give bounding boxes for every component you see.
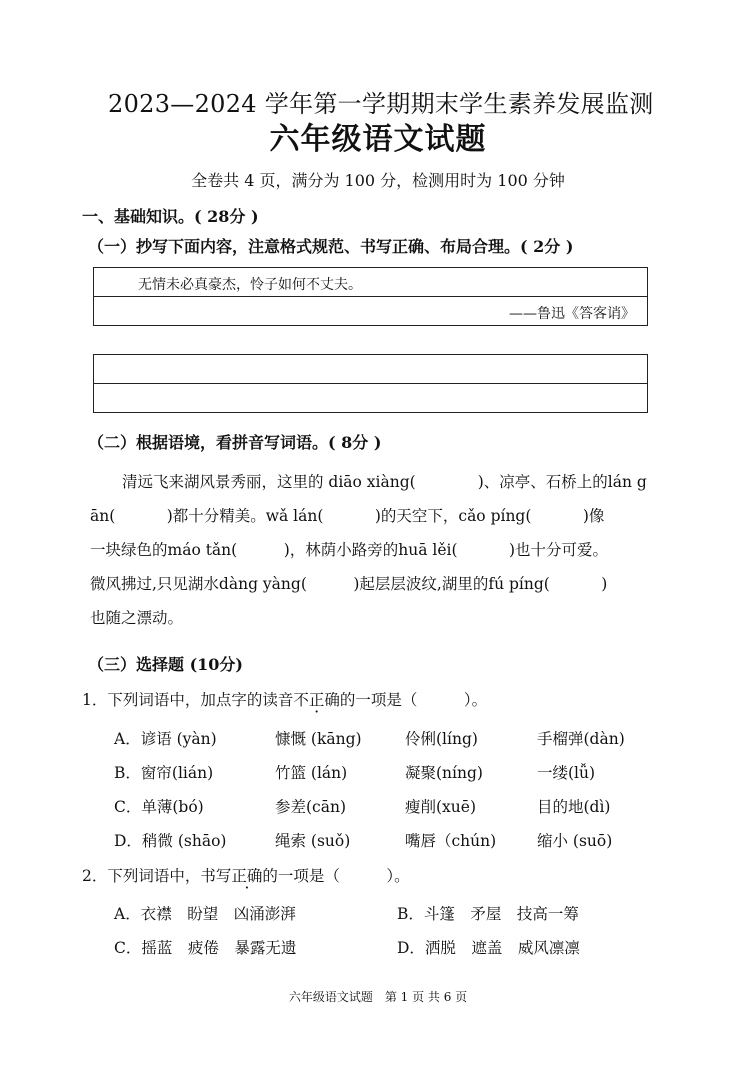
- q1-option-item: 缩小 (suō): [537, 832, 613, 850]
- q1-option-b[interactable]: B．窗帘(lián): [114, 764, 214, 782]
- passage-line: 清远飞来湖风景秀丽，这里的 diāo xiàng( )、凉亭、石桥上的lán g: [122, 473, 647, 491]
- q2-stem-post: 的一项是（ ）。: [262, 867, 410, 885]
- q2-option-b[interactable]: B．斗篷 矛屋 技高一筹: [397, 905, 579, 923]
- q1-option-item: 慷慨 (kāng): [275, 730, 362, 748]
- passage-line: ān( )都十分精美。wǎ lán( )的天空下，cǎo píng( )像: [90, 507, 605, 525]
- passage-line: 微风拂过,只见湖水dàng yàng( )起层层波纹,湖里的fú píng( ): [90, 575, 608, 593]
- q2-option-c[interactable]: C．摇蓝 疲倦 暴露无遗: [114, 939, 297, 957]
- question-1-stem: [82, 688, 487, 710]
- q1-option-item: 凝聚(níng): [405, 764, 483, 782]
- exam-title: 六年级语文试题: [269, 122, 487, 157]
- copy-answer-box[interactable]: [93, 354, 648, 413]
- exam-header-line: 2023—2024 学年第一学期期末学生素养发展监测: [108, 90, 654, 118]
- pinyin-passage: [90, 465, 690, 635]
- q2-stem-pre: 2．下列词语中，书写: [82, 867, 232, 885]
- page-footer: 六年级语文试题 第 1 页 共 6 页: [288, 990, 468, 1004]
- q2-stem-emphasis: 正确: [231, 867, 263, 885]
- q1-stem-pre: 1．下列词语中，加点字的读音: [82, 691, 294, 709]
- q1-option-item: 目的地(dì): [537, 798, 611, 816]
- poem-author: ——鲁迅《答客诮》: [509, 306, 635, 322]
- part2-heading: （二）根据语境，看拼音写词语。( 8分 ): [88, 433, 382, 452]
- section1-heading: 一、基础知识。( 28分 ): [82, 207, 259, 226]
- q1-option-d[interactable]: D．稍微 (shāo): [114, 832, 227, 850]
- part3-heading: （三）选择题 (10分): [88, 655, 243, 674]
- q1-option-item: 参差(cān): [275, 798, 346, 816]
- question-2-stem: [82, 864, 410, 886]
- q1-option-item: 绳索 (suǒ): [275, 832, 351, 850]
- q1-option-c[interactable]: C．单薄(bó): [114, 798, 204, 816]
- passage-line: 一块绿色的máo tǎn( )，林荫小路旁的huā lěi( )也十分可爱。: [90, 541, 608, 559]
- q2-option-d[interactable]: D．洒脱 遮盖 威风凛凛: [397, 939, 580, 957]
- q1-option-item: 伶俐(líng): [405, 730, 478, 748]
- poem-text: 无情未必真豪杰，怜子如何不丈夫。: [138, 277, 362, 293]
- q1-option-item: 竹篮 (lán): [275, 764, 348, 782]
- exam-info: 全卷共 4 页，满分为 100 分，检测用时为 100 分钟: [191, 171, 565, 190]
- q1-option-item: 一缕(lǚ): [537, 764, 596, 782]
- copy-source-box: [93, 267, 648, 326]
- q1-stem-post: 的一项是（ ）。: [339, 691, 488, 709]
- answer-line-2[interactable]: [94, 384, 647, 412]
- q1-option-item: 手榴弹(dàn): [537, 730, 625, 748]
- q1-option-a[interactable]: A．谚语 (yàn): [114, 730, 217, 748]
- answer-line-1[interactable]: [94, 355, 647, 384]
- passage-line: 也随之漂动。: [90, 609, 184, 627]
- q2-option-a[interactable]: A．衣襟 盼望 凶涌澎湃: [114, 905, 296, 923]
- q1-option-item: 嘴唇（chún): [405, 832, 497, 850]
- q1-option-item: 瘦削(xuē): [405, 798, 476, 816]
- q1-stem-emphasis: 不正确: [293, 691, 340, 709]
- part1-heading: （一）抄写下面内容，注意格式规范、书写正确、布局合理。( 2分 ): [88, 237, 574, 256]
